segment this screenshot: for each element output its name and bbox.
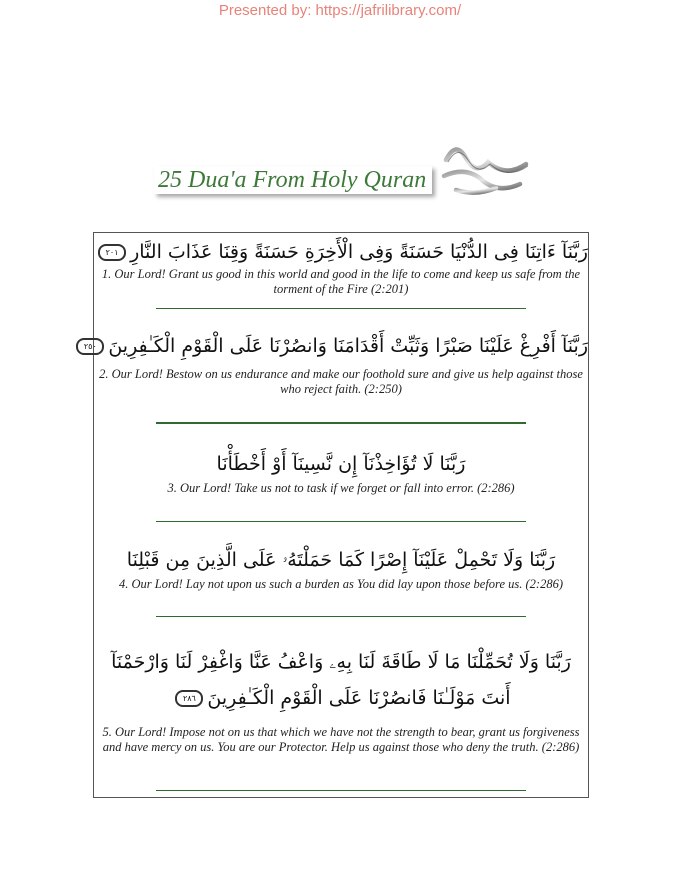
- dua-translation: 3. Our Lord! Take us not to task if we forget or fall into error. (2:286): [167, 481, 515, 495]
- bismillah-calligraphy-logo: [436, 80, 536, 200]
- dua-arabic-line-2: [94, 683, 588, 713]
- dua-item: [94, 647, 588, 755]
- page-title: 25 Dua'a From Holy Quran: [158, 167, 427, 193]
- dua-arabic: [94, 647, 588, 677]
- dua-translation: 4. Our Lord! Lay not upon us such a burden as You did lay upon those before us. (2:286): [119, 577, 563, 591]
- dua-translation: 2. Our Lord! Bestow on us endurance and make our foothold sure and give us help against those who reject faith. (2:250): [99, 367, 583, 396]
- title-banner: [154, 166, 432, 194]
- verse-number-mark: ٢٠١: [98, 244, 126, 261]
- separator-line: [156, 422, 526, 424]
- dua-translation: 1. Our Lord! Grant us good in this world and good in the life to come and keep us safe from the torment of the Fire (2:201): [101, 267, 581, 296]
- dua-arabic: [83, 331, 588, 361]
- separator-line: [156, 521, 526, 522]
- dua-box: [83, 232, 589, 798]
- dua-arabic-text: رَبَّنَا وَلَا تَحْمِلْ عَلَيْنَآ إِصْرًا كَمَا حَمَلْتَهُۥ عَلَى الَّذِينَ مِن قَبْلِنَا: [126, 549, 556, 571]
- dua-item: [94, 237, 588, 297]
- separator-line: [156, 616, 526, 617]
- dua-arabic: [94, 237, 588, 267]
- presented-by-header: Presented by: https://jafrilibrary.com/: [218, 2, 462, 19]
- dua-arabic-text: رَبَّنَا وَلَا تُحَمِّلْنَا مَا لَا طَاقَةَ لَنَا بِهِۦ وَاعْفُ عَنَّا وَاغْفِرْ لَنَا وَارْحَمْنَآ: [111, 651, 571, 673]
- dua-arabic-text: أَنتَ مَوْلَـٰنَا فَانصُرْنَا عَلَى الْقَوْمِ الْكَـٰفِرِينَ: [207, 687, 511, 709]
- verse-number-mark: ٢٥٠: [76, 338, 104, 355]
- dua-arabic-text: رَبَّنَآ ءَاتِنَا فِى الدُّنْيَا حَسَنَةً وَفِى الْأَخِرَةِ حَسَنَةً وَقِنَا عَذَابَ النَّارِ: [130, 241, 588, 263]
- verse-number-mark: ٢٨٦: [175, 690, 203, 707]
- dua-item: [83, 331, 588, 397]
- separator-line: [156, 790, 526, 791]
- dua-item: [94, 449, 588, 496]
- dua-item: [94, 545, 588, 592]
- dua-arabic: [94, 449, 588, 479]
- dua-arabic-text: رَبَّنَآ أَفْرِغْ عَلَيْنَا صَبْرًا وَثَبِّتْ أَقْدَامَنَا وَانصُرْنَا عَلَى الْقَوْمِ الْكَـٰفِرِينَ: [108, 335, 588, 357]
- dua-arabic-text: رَبَّنَا لَا تُؤَاخِذْنَآ إِن نَّسِينَآ أَوْ أَخْطَأْنَا: [216, 453, 466, 475]
- dua-translation: 5. Our Lord! Impose not on us that which we have not the strength to bear, grant us forgiveness and have mercy on us. You are our Protector. Help us against those who deny the truth. (2:286): [102, 725, 580, 754]
- dua-arabic: [94, 545, 588, 575]
- separator-line: [156, 308, 526, 309]
